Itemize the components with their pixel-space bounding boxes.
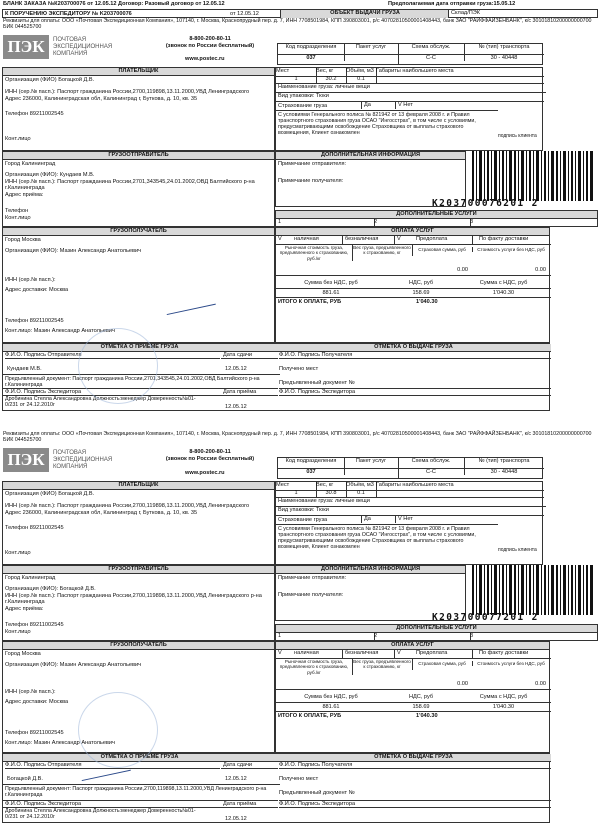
prepay-option: Предоплата [416,236,448,242]
service-slot: 3 [470,633,474,639]
insurance-no: V Нет [395,102,438,109]
forwarder-date: 12.05.12 [225,816,247,822]
payer-line: Телефон 89211002545 [5,111,64,118]
order-line-row [2,9,598,18]
transport-number: 30 - 40448 [490,55,518,61]
accept-name: Кундаев М.В. [7,366,42,372]
pay-col: Рыночная стоимость груза, предъявленного к страхованию, руб./кг [276,245,353,261]
cargo-section [275,481,543,565]
receiver-line: Телефон 89211002545 [5,729,64,736]
payer-line: Организация (ФИО) Богацкой Д.В. [5,77,95,83]
receiver-line: Телефон 89211002545 [5,317,64,324]
note-receiver: Примечание получателя: [278,178,344,185]
sum-without-vat: 881.61 [322,290,340,296]
sender-lines [3,160,274,222]
company-stamp [78,328,158,404]
col-label: № (тип) транспорта [464,44,544,55]
receiver-line: Адрес доставки: Москва [5,287,69,294]
payment-options [276,650,551,659]
on-delivery-option: По факту доставки [472,236,528,244]
note-sender: Примечание отправителя: [278,161,347,167]
received-seats: Получено мест [279,366,319,372]
sender-line: Телефон 89211002545 [5,622,64,629]
presented-doc-receiver: Предъявленный документ № [279,380,355,386]
service-slot: 1 [276,633,375,641]
issue-forwarder-sign-label: Ф.И.О. Подпись Экспедитора [279,388,551,396]
sum-without-vat: 881.61 [322,704,340,710]
cashless-option: безналичная [342,236,378,244]
receiver-line: Город Москва [5,237,41,243]
accept-title: ОТМЕТКА О ПРИЕМЕ ГРУЗА [3,344,277,352]
forwarder-info: Дробинина Стелла Александровна Должность:менеджер Доверенность№01-0/231 от 24.12.2010г [5,808,196,821]
cargo-header: Мест [276,482,317,491]
payer-line: Организация (ФИО) Богацкой Д.В. [5,491,95,497]
sender-line: ИНН (сер.№ пасп.): Паспорт гражданина России,2701,343545,24.01.2002,ОВД Балтийского р-на г.Калининграда [5,178,255,192]
order-date: от 12.05.12 [230,11,259,17]
vat-amount: 158.69 [412,704,430,710]
issue-forwarder-sign-label: Ф.И.О. Подпись Экспедитора [279,800,551,808]
sum-label: НДС, руб [408,694,434,700]
presented-doc-receiver: Предъявленный документ № [279,790,355,796]
prepay-mark: V [394,236,401,244]
service-slot: 1 [276,219,375,227]
planned-date: Предполагаемая дата отправки груза:15.05.12 [388,1,516,7]
receiver-line: Организация (ФИО): Мазин Александр Анатольевич [5,248,141,255]
presented-doc: Предъявленный документ: Паспорт гражданина России,2700,119898,13.11.2000,УВД Ленинградского р-на г.Калининграда [3,784,280,799]
cargo-header: Вес, кг [316,68,347,77]
col-label: Пакет услуг [344,44,399,55]
cargo-dimensions [376,76,544,84]
issue-title: ОТМЕТКА О ВЫДАЧЕ ГРУЗА [276,754,551,762]
insurance-row [276,101,544,110]
payment-title: ОПЛАТА УСЛУГ [276,228,549,236]
payer-title: ПЛАТЕЛЬЩИК [3,68,274,76]
payer-line: Телефон 89211002545 [5,525,64,532]
code-table [277,43,543,65]
division-code: 037 [278,469,345,475]
receiver-line: Организация (ФИО): Мазин Александр Анатольевич [5,662,141,669]
presented-doc: Предъявленный документ: Паспорт гражданина России,2701,343545,24.01.2002,ОВД Балтийского р-на г.Калининграда [3,374,280,389]
forwarder-date: 12.05.12 [225,404,247,410]
sum-label: НДС, руб [408,280,434,286]
col-label: Схема обслуж. [398,44,465,55]
service-package [344,469,399,479]
service-slot: 3 [470,219,474,225]
prepay-option: Предоплата [416,650,448,656]
payer-line: Конт.лицо [5,135,31,142]
col-label: Пакет услуг [344,458,399,469]
sum-with-vat: 1'040.30 [492,290,515,296]
services-title: ДОПОЛНИТЕЛЬНЫЕ УСЛУГИ [276,625,597,633]
receiver-line: Конт.лицо: Мазин Александр Анатольевич [5,328,115,335]
sender-line: Телефон [5,208,29,215]
sum-label: Сумма без НДС, руб [304,280,358,286]
hotline-phone: 8-800-200-80-11 [189,36,231,42]
code-table [277,457,543,479]
cash-mark: V [278,236,282,242]
company-line: КОМПАНИЯ [53,50,88,57]
service-scheme: С-С [398,55,465,61]
vat-amount: 158.69 [412,290,430,296]
handover-date-label: Дата сдачи [221,762,278,769]
hotline-phone: 8-800-200-80-11 [189,449,231,455]
cashless-option: безналичная [342,650,378,658]
payer-line: ИНН (сер.№ пасп.): Паспорт гражданина России,2700,119898,13.11.2000,УВД Ленинградского [5,89,250,96]
payer-line: Конт.лицо [5,549,31,556]
service-scheme: С-С [398,469,465,475]
sender-line: Конт.лицо [5,628,31,635]
cargo-packaging: Вид упаковки: Тюки [276,92,546,99]
barcode-bars [468,151,598,201]
cash-option: наличная [294,236,319,242]
cash-mark: V [278,650,282,656]
payer-section [2,481,275,565]
insurance-terms: С условиями Генерального полиса № 821942 от 13 февраля 2008 г. и Правил транспортного страхования груза ОСАО "Ингосстрах", в том числе с условиями, предусматривающими освобождение Страховщика от выплаты страхового возмещения, Клиент ознакомлен [276,524,498,551]
order-line: К ПОРУЧЕНИЮ ЭКСПЕДИТОРУ № K203700076 [5,11,132,17]
pay-col: Вес груза, предъявленного к страхованию, кг [352,245,413,256]
insurance-label: Страхование груза [278,103,328,109]
cash-option: наличная [294,650,319,656]
client-signature-label: подпись клиента [498,133,537,139]
pay-col: Вес груза, предъявленного к страхованию, кг [352,659,413,670]
sum-label: Сумма без НДС, руб [304,694,358,700]
total-value: 1'040.30 [416,713,438,719]
cargo-header: Объём, м3 [346,482,377,491]
sum-label: Сумма с НДС, руб [479,694,528,700]
cargo-name: Наименование груза: личные вещи [278,84,370,90]
form-header-title: БЛАНК ЗАКАЗА №К203700076 от 12.05.12 Договор: Разовый договор от 12.05.12 [3,1,225,7]
cargo-seats: 1 [276,76,317,84]
sender-line: ИНН (сер.№ пасп.): Паспорт гражданина России,2700,119898,13.11.2000,УВД Ленинградского р-на г.Калининграда [5,592,262,606]
sender-sign-label: Ф.И.О. Подпись Отправителя [5,352,220,359]
transport-number: 30 - 40448 [490,469,518,475]
cargo-volume: 0.1 [346,76,377,84]
acceptance-section [2,753,550,823]
pay-col: Стоимость услуги без НДС, руб [477,661,545,666]
payer-section [2,67,275,151]
service-cost: 0.00 [535,267,546,273]
services-section [275,624,598,641]
company-line: ПОЧТОВАЯ [53,37,87,43]
pay-col: Рыночная стоимость груза, предъявленного к страхованию, руб./кг [276,659,353,675]
receiver-line: Конт.лицо: Мазин Александр Анатольевич [5,740,115,747]
receiver-title: ГРУЗОПОЛУЧАТЕЛЬ [3,642,274,650]
sender-line: Организация (ФИО): Кундаев М.В. [5,172,95,179]
sender-section [2,151,275,227]
payment-title: ОПЛАТА УСЛУГ [276,642,549,650]
company-line: ЭКСПЕДИЦИОННАЯ [53,456,113,463]
company-line: ЭКСПЕДИЦИОННАЯ [53,43,113,50]
insurance-terms: С условиями Генерального полиса № 821942 от 13 февраля 2008 г. и Правил транспортного страхования груза ОСАО "Ингосстрах", в том числе с условиями, предусматривающими освобождение Страховщика от выплаты страхового возмещения, Клиент ознакомлен [276,110,498,137]
cargo-header: Объём, м3 [346,68,377,77]
order-form-1 [0,0,600,415]
service-cost: 0.00 [535,681,546,687]
accept-name: Богацкой Д.В. [7,776,43,782]
receiver-sign-label: Ф.И.О. Подпись Получателя [279,352,551,359]
insurance-yes: Да [361,516,398,523]
forwarder-sign-label: Ф.И.О. Подпись Экспедитора [3,800,221,808]
sum-label: Сумма с НДС, руб [479,280,528,286]
company-logo-block [3,33,123,63]
client-signature-label: подпись клиента [498,547,537,553]
issue-title: ОТМЕТКА О ВЫДАЧЕ ГРУЗА [276,344,551,352]
cargo-dimensions [376,490,544,498]
accept-date-label: Дата приёма [221,800,278,808]
accept-date: 12.05.12 [225,776,247,782]
on-delivery-option: По факту доставки [472,650,528,658]
insured-sum: 0.00 [457,267,468,273]
sender-section [2,565,275,641]
cargo-volume: 0.1 [346,490,377,498]
sender-line: Организация (ФИО): Богацкой Д.В. [5,586,96,593]
total-value: 1'040.30 [416,299,438,305]
cargo-name: Наименование груза: личные вещи [278,498,370,504]
accept-date: 12.05.12 [225,366,247,372]
sender-line: Город Калининград [5,575,56,581]
receiver-section [2,227,275,343]
insurance-label: Страхование груза [278,517,328,523]
barcode-number: K203700076201 2 [432,198,539,209]
sender-line: Адрес приёма: [5,605,44,612]
total-label: ИТОГО К ОПЛАТЕ, РУБ [278,299,342,305]
sender-lines [3,574,274,636]
receiver-lines [3,236,274,336]
receiver-line: Город Москва [5,651,41,657]
services-title: ДОПОЛНИТЕЛЬНЫЕ УСЛУГИ [276,211,597,219]
cargo-header: Вес, кг [316,482,347,491]
cargo-seats: 1 [276,490,317,498]
service-package [344,55,399,65]
total-row [276,711,551,720]
sender-sign-label: Ф.И.О. Подпись Отправителя [5,762,220,769]
service-slot: 2 [372,219,471,227]
pay-col: Стоимость услуги без НДС, руб [477,247,545,252]
company-stamp [78,692,158,768]
payment-requisites: Реквизиты для оплаты: ООО «Почтовая Экспедиционная Компания», 107140, г. Москва, Краснопрудный пер. д. 7, ИНН 7708501984, КПП 390803001, р/с 40702810500001408443, банк ЗАО "РАЙФФАЙЗЕНБАНК", к/с 30101810200000000700 БИК 044525700 [3,18,592,31]
prepay-mark: V [394,650,401,658]
handover-date-label: Дата сдачи [221,352,278,359]
services-section [275,210,598,227]
payment-requisites: Реквизиты для оплаты: ООО «Почтовая Экспедиционная Компания», 107140, г. Москва, Краснопрудный пер. д. 7, ИНН 7708501984, КПП 390803001, р/с 40702810500001408443, банк ЗАО "РАЙФФАЙЗЕНБАНК", к/с 30101810200000000700 БИК 044525700 [3,431,592,444]
barcode-number: K203700077201 2 [432,612,539,623]
total-label: ИТОГО К ОПЛАТЕ, РУБ [278,713,342,719]
sum-with-vat: 1'040.30 [492,704,515,710]
hotline-note: (звонок по России бесплатный) [165,43,255,49]
accept-date-label: Дата приёма [221,388,278,396]
website: www.postec.ru [185,470,225,476]
insured-sum: 0.00 [457,681,468,687]
payment-section [275,227,550,343]
payment-options [276,236,551,245]
sender-title: ГРУЗООТПРАВИТЕЛЬ [3,566,274,574]
accept-title: ОТМЕТКА О ПРИЕМЕ ГРУЗА [3,754,277,762]
payer-lines [3,490,274,557]
payer-title: ПЛАТЕЛЬЩИК [3,482,274,490]
sender-line: Адрес приёма: [5,191,44,198]
pickup-object: ОБЪЕКТ ВЫДАЧИ ГРУЗА [280,10,449,18]
extra-info-title: ДОПОЛНИТЕЛЬНАЯ ИНФОРМАЦИЯ [276,566,465,574]
barcode-bars [468,565,598,615]
sender-title: ГРУЗООТПРАВИТЕЛЬ [3,152,274,160]
receiver-line: ИНН (сер.№ пасп.): [5,688,56,695]
pay-col: Страховая сумма, руб [412,247,473,252]
company-line: ПОЧТОВАЯ [53,450,87,456]
cargo-weight: 30.2 [316,76,347,84]
company-line: КОМПАНИЯ [53,463,88,470]
col-label: Схема обслуж. [398,458,465,469]
website: www.postec.ru [185,56,225,62]
col-label: Код подразделения [278,458,345,469]
total-row [276,297,551,306]
payer-lines [3,76,274,143]
sender-line: Конт.лицо [5,214,31,221]
company-name [53,450,112,471]
forwarder-info: Дробинина Стелла Александровна Должность:менеджер Доверенность№01-0/231 от 24.12.2010г [5,396,196,409]
payer-line: Адрес 236000, Калининградская обл, Калининград г, Буткова, д. 10, кв. 35 [5,95,198,102]
warehouse: Склад/ПЭК [448,10,600,18]
payment-section [275,641,550,753]
cargo-packaging: Вид упаковки: Тюки [276,506,546,513]
cargo-section [275,67,543,151]
cargo-weight: 30.8 [316,490,347,498]
company-name [53,37,112,58]
col-label: № (тип) транспорта [464,458,544,469]
service-slot: 2 [372,633,471,641]
insurance-yes: Да [361,102,398,109]
division-code: 037 [278,55,345,61]
hotline-note: (звонок по России бесплатный) [165,456,255,462]
col-label: Код подразделения [278,44,345,55]
note-sender: Примечание отправителя: [278,575,347,581]
order-form-2 [0,430,600,831]
payer-line: ИНН (сер.№ пасп.): Паспорт гражданина России,2700,119898,13.11.2000,УВД Ленинградского [5,503,250,510]
receiver-title: ГРУЗОПОЛУЧАТЕЛЬ [3,228,274,236]
insurance-no: V Нет [395,516,438,523]
cargo-header: Габариты наибольшего места [376,482,544,491]
payer-line: Адрес 236000, Калининградская обл, Калининград г, Буткова, д. 10, кв. 35 [5,509,198,516]
receiver-line: ИНН (сер.№ пасп.): [5,276,56,283]
insurance-row [276,515,544,524]
cargo-header: Мест [276,68,317,77]
forwarder-sign-label: Ф.И.О. Подпись Экспедитора [3,388,221,396]
extra-info-title: ДОПОЛНИТЕЛЬНАЯ ИНФОРМАЦИЯ [276,152,465,160]
pay-col: Страховая сумма, руб [412,661,473,666]
company-logo-block [3,446,123,476]
receiver-line: Адрес доставки: Москва [5,699,69,706]
note-receiver: Примечание получателя: [278,592,344,599]
receiver-sign-label: Ф.И.О. Подпись Получателя [279,762,551,769]
pek-logo: ПЭК [3,35,49,59]
received-seats: Получено мест [279,776,319,782]
pek-logo: ПЭК [3,448,49,472]
sender-line: Город Калининград [5,161,56,167]
cargo-header: Габариты наибольшего места [376,68,544,77]
